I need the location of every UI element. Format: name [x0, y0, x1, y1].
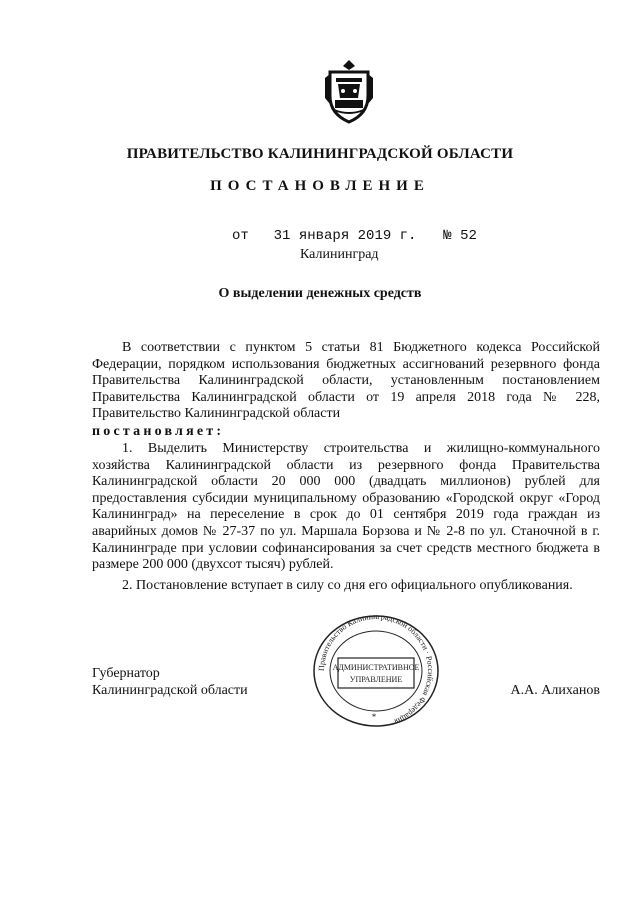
decree-word: постановляет:: [92, 424, 225, 439]
signatory-name: А.А. Алиханов: [510, 683, 600, 698]
document-date: 31 января 2019 г.: [273, 228, 417, 244]
seal-inner-line-2: УПРАВЛЕНИЕ: [349, 675, 403, 684]
city: Калининград: [300, 247, 379, 262]
coat-of-arms-icon: [322, 58, 376, 124]
document-number: № 52: [443, 228, 477, 244]
seal-inner-line-1: АДМИНИСТРАТИВНОЕ: [332, 663, 420, 672]
seal-star-icon: *: [371, 712, 377, 722]
date-line: [232, 228, 477, 244]
signatory-role-line-2: Калининградской области: [92, 683, 248, 698]
document-title: О выделении денежных средств: [218, 286, 422, 301]
organization-title: ПРАВИТЕЛЬСТВО КАЛИНИНГРАДСКОЙ ОБЛАСТИ: [126, 146, 514, 162]
intro-paragraph: В соответствии с пунктом 5 статьи 81 Бюджетного кодекса Российской Федерации, порядком использования бюджетных ассигнований резервного фонда Правительства Калининградской области, установленным постановлением Правительства Калининградской области от 19 апреля 2018 года № 228, Правительство Калининградской области: [92, 340, 600, 422]
item-1-paragraph: 1. Выделить Министерству строительства и жилищно-коммунального хозяйства Калининградской области из резервного фонда Правительства Калининградской области 20 000 000 (двадцать миллионов) рублей для предоставления субсидии муниципальному образованию «Городской округ «Город Калининград» на переселение в срок до 01 сентября 2019 года граждан из аварийных домов № 27-37 по ул. Маршала Борзова и № 2-8 по ул. Станочной в г. Калининграде при условии софинансирования за счет средств местного бюджета в размере 200 000 (двухсот тысяч) рублей.: [92, 441, 600, 573]
item-2-paragraph: 2. Постановление вступает в силу со дня его официального опубликования.: [122, 578, 573, 593]
official-seal-stamp: [308, 612, 444, 730]
document-type: ПОСТАНОВЛЕНИЕ: [210, 178, 430, 194]
seal-outer-text: Правительство Калининградской области · Российская Федерация: [316, 612, 436, 727]
date-prefix: от: [232, 228, 249, 244]
signatory-role-line-1: Губернатор: [92, 666, 160, 681]
